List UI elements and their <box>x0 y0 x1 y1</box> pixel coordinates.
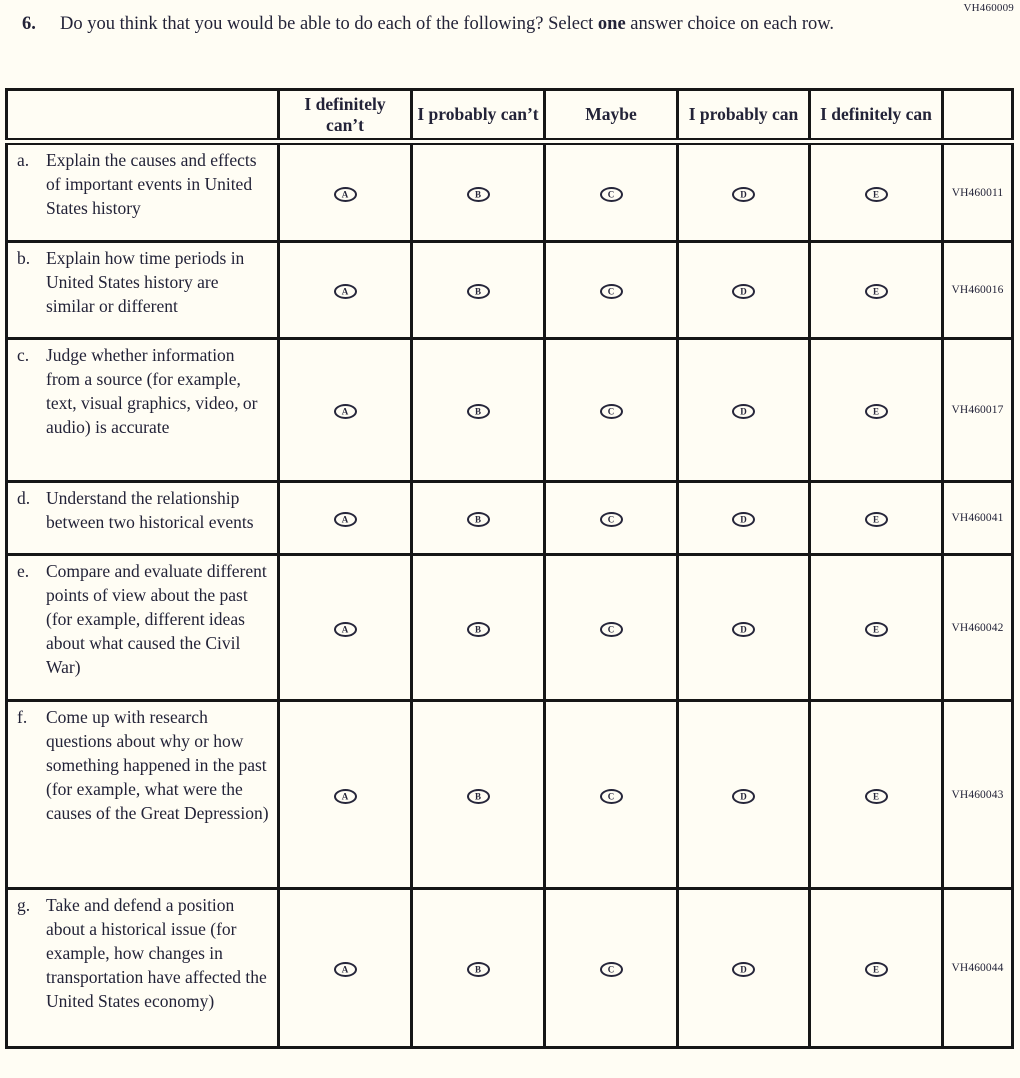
answer-bubble-b[interactable]: B <box>467 187 490 202</box>
answer-bubble-b[interactable]: B <box>467 284 490 299</box>
row-statement: Explain the causes and effects of important events in United States history <box>46 150 257 218</box>
answer-bubble-d[interactable]: D <box>732 962 755 977</box>
answer-bubble-e[interactable]: E <box>865 404 888 419</box>
row-code: VH460044 <box>943 889 1013 1048</box>
answer-bubble-e[interactable]: E <box>865 187 888 202</box>
row-label: e. <box>17 561 30 581</box>
answer-bubble-d[interactable]: D <box>732 187 755 202</box>
row-label: f. <box>17 707 28 727</box>
answer-bubble-c[interactable]: C <box>600 187 623 202</box>
header-row <box>7 90 1013 142</box>
column-header-probably-can: I probably can <box>678 90 810 142</box>
table-row <box>7 555 1013 701</box>
row-label: b. <box>17 248 31 268</box>
row-statement: Take and defend a position about a historical issue (for example, how changes in transportation have affected the United States economy) <box>46 895 267 1011</box>
row-code: VH460041 <box>943 482 1013 555</box>
answer-bubble-c[interactable]: C <box>600 789 623 804</box>
statement-cell <box>8 893 273 1013</box>
row-statement: Compare and evaluate different points of view about the past (for example, different ideas about what caused the Civil War) <box>46 561 267 677</box>
row-label: c. <box>17 345 30 365</box>
row-code: VH460042 <box>943 555 1013 701</box>
statement-cell <box>8 486 273 534</box>
answer-matrix-table <box>5 88 1014 1049</box>
question-text-after: answer choice on each row. <box>625 14 835 34</box>
row-label: a. <box>17 150 30 170</box>
statement-cell <box>8 148 273 220</box>
row-code: VH460011 <box>943 142 1013 242</box>
statement-cell <box>8 246 273 318</box>
question-text-before: Do you think that you would be able to do each of the following? Select <box>60 14 598 34</box>
table-row <box>7 889 1013 1048</box>
question-text-bold: one <box>597 14 626 34</box>
answer-bubble-d[interactable]: D <box>732 789 755 804</box>
answer-bubble-d[interactable]: D <box>732 512 755 527</box>
answer-bubble-d[interactable]: D <box>732 622 755 637</box>
answer-bubble-e[interactable]: E <box>865 284 888 299</box>
answer-bubble-b[interactable]: B <box>467 404 490 419</box>
answer-bubble-c[interactable]: C <box>600 622 623 637</box>
row-statement: Judge whether information from a source (for example, text, visual graphics, video, or audio) is accurate <box>46 345 258 437</box>
empty-statement-header <box>7 90 279 142</box>
answer-bubble-a[interactable]: A <box>334 789 357 804</box>
table-row <box>7 701 1013 889</box>
answer-bubble-b[interactable]: B <box>467 622 490 637</box>
table-row <box>7 339 1013 482</box>
answer-bubble-e[interactable]: E <box>865 512 888 527</box>
row-code: VH460016 <box>943 242 1013 339</box>
answer-bubble-a[interactable]: A <box>334 512 357 527</box>
page-accession-code: VH460009 <box>963 2 1014 14</box>
table-row <box>7 142 1013 242</box>
row-statement: Explain how time periods in United States history are similar or different <box>46 248 245 316</box>
answer-bubble-c[interactable]: C <box>600 284 623 299</box>
column-header-maybe: Maybe <box>545 90 678 142</box>
question-number: 6. <box>22 14 36 34</box>
answer-bubble-e[interactable]: E <box>865 789 888 804</box>
answer-bubble-d[interactable]: D <box>732 404 755 419</box>
question-text <box>60 11 880 37</box>
answer-bubble-c[interactable]: C <box>600 404 623 419</box>
answer-bubble-a[interactable]: A <box>334 187 357 202</box>
table-row <box>7 242 1013 339</box>
statement-cell <box>8 343 273 439</box>
answer-bubble-c[interactable]: C <box>600 512 623 527</box>
answer-bubble-b[interactable]: B <box>467 962 490 977</box>
row-code: VH460017 <box>943 339 1013 482</box>
row-statement: Understand the relationship between two historical events <box>46 488 254 532</box>
column-header-definitely-can: I definitely can <box>810 90 943 142</box>
table-row <box>7 482 1013 555</box>
empty-code-header <box>943 90 1013 142</box>
row-label: g. <box>17 895 31 915</box>
column-header-probably-cant: I probably can’t <box>412 90 545 142</box>
question-block <box>22 11 902 37</box>
answer-bubble-e[interactable]: E <box>865 962 888 977</box>
answer-bubble-e[interactable]: E <box>865 622 888 637</box>
row-code: VH460043 <box>943 701 1013 889</box>
statement-cell <box>8 705 273 825</box>
answer-bubble-b[interactable]: B <box>467 512 490 527</box>
answer-bubble-a[interactable]: A <box>334 622 357 637</box>
answer-bubble-a[interactable]: A <box>334 962 357 977</box>
statement-cell <box>8 559 273 679</box>
row-statement: Come up with research questions about why or how something happened in the past (for example, what were the causes of the Great Depression) <box>46 707 269 823</box>
answer-bubble-d[interactable]: D <box>732 284 755 299</box>
answer-bubble-a[interactable]: A <box>334 404 357 419</box>
column-header-definitely-cant: I definitely can’t <box>279 90 412 142</box>
answer-bubble-a[interactable]: A <box>334 284 357 299</box>
row-label: d. <box>17 488 31 508</box>
answer-bubble-c[interactable]: C <box>600 962 623 977</box>
answer-bubble-b[interactable]: B <box>467 789 490 804</box>
